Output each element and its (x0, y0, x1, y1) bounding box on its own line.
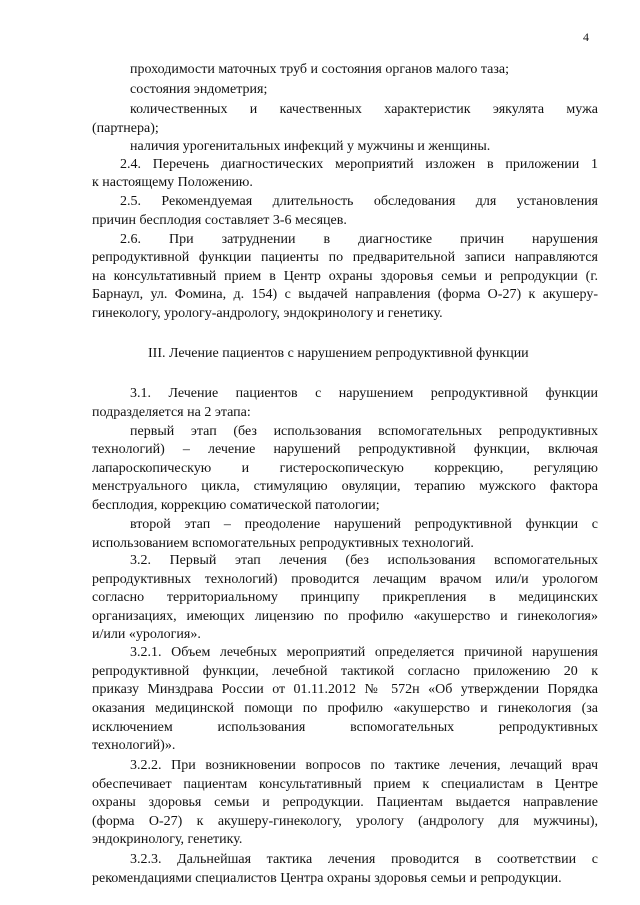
text-line: лапароскопическую и гистероскопическую коррекцию, регуляцию (92, 461, 598, 476)
text-line: 2.4. Перечень диагностических мероприятий изложен в приложении 1 (120, 157, 598, 172)
text-line: к настоящему Положению. (92, 175, 253, 190)
text-line: и/или «урология». (92, 627, 201, 642)
text-line: на консультативный прием в Центр охраны здоровья семьи и репродукции (г. (92, 269, 598, 284)
page-number: 4 (583, 30, 589, 44)
text-line: эндокринологу, генетику. (92, 832, 243, 847)
text-line: согласно территориальному принципу прикрепления в медицинских (92, 590, 598, 605)
text-line: охраны здоровья семьи и репродукции. Пациентам выдается направление (92, 795, 598, 810)
text-line: технологий)». (92, 738, 176, 753)
text-line: бесплодия, коррекцию соматической патологии; (92, 498, 380, 513)
text-line: рекомендациями специалистов Центра охраны здоровья семьи и репродукции. (92, 871, 562, 886)
text-line: наличия урогенитальных инфекций у мужчины и женщины. (130, 139, 491, 154)
text-line: состояния эндометрия; (130, 82, 268, 97)
text-line: технологий) – лечение нарушений репродуктивной функции, включая (92, 442, 598, 457)
text-line: первый этап (без использования вспомогательных репродуктивных (130, 424, 598, 439)
text-line: 3.2. Первый этап лечения (без использования вспомогательных (130, 553, 598, 568)
text-line: использованием вспомогательных репродуктивных технологий. (92, 536, 474, 551)
text-line: организациях, имеющих лицензию по профилю «акушерство и гинекология» (92, 609, 598, 624)
text-line: 3.2.2. При возникновении вопросов по тактике лечения, лечащий врач (130, 758, 598, 773)
text-line: приказу Минздрава России от 01.11.2012 № 572н «Об утверждении Порядка (92, 682, 598, 697)
text-line: 2.6. При затруднении в диагностике причин нарушения (120, 232, 598, 247)
text-line: подразделяется на 2 этапа: (92, 405, 251, 420)
text-line: репродуктивной функции пациенты по предварительной записи направляются (92, 250, 598, 265)
text-line: количественных и качественных характеристик эякулята мужа (130, 102, 598, 117)
text-line: обеспечивает пациентам консультативный прием к специалистам в Центре (92, 777, 598, 792)
text-line: 3.2.1. Объем лечебных мероприятий определяется причиной нарушения (130, 645, 598, 660)
text-line: оказания медицинской помощи по профилю «акушерство и гинекология (за (92, 701, 598, 716)
text-line: 3.1. Лечение пациентов с нарушением репродуктивной функции (130, 386, 598, 401)
text-line: проходимости маточных труб и состояния органов малого таза; (130, 62, 509, 77)
text-line: 2.5. Рекомендуемая длительность обследования для установления (120, 194, 598, 209)
text-line: 3.2.3. Дальнейшая тактика лечения проводится в соответствии с (130, 852, 598, 867)
text-line: гинекологу, урологу-андрологу, эндокринологу и генетику. (92, 306, 443, 321)
text-line: менструального цикла, стимуляцию овуляции, терапию мужского фактора (92, 479, 598, 494)
text-line: репродуктивной функции, лечебной тактикой согласно приложению 20 к (92, 664, 598, 679)
text-line: репродуктивных технологий) проводится лечащим врачом или/и урологом (92, 572, 598, 587)
text-line: Барнаул, ул. Фомина, д. 154) с выдачей направления (форма О-27) к акушеру- (92, 287, 598, 302)
text-line: причин бесплодия составляет 3-6 месяцев. (92, 213, 347, 228)
text-line: второй этап – преодоление нарушений репродуктивной функции с (130, 517, 598, 532)
text-line: (форма О-27) к акушеру-гинекологу, урологу (андрологу для мужчины), (92, 814, 598, 829)
text-line: (партнера); (92, 121, 159, 136)
text-line: исключением использования вспомогательных репродуктивных (92, 720, 598, 735)
section-heading: III. Лечение пациентов с нарушением репродуктивной функции (148, 346, 529, 361)
